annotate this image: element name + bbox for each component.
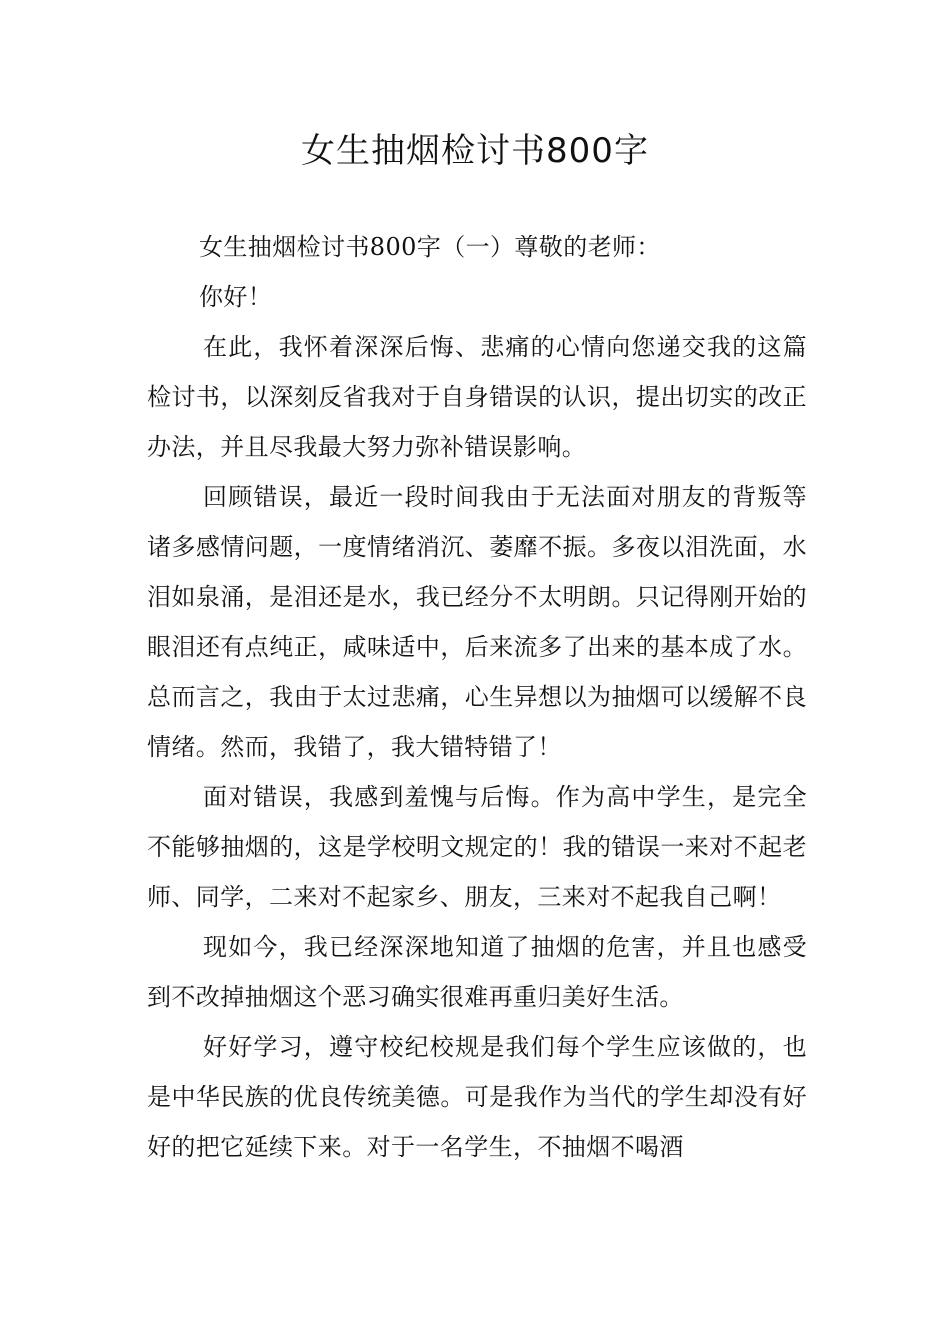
paragraph: 在此，我怀着深深后悔、悲痛的心情向您递交我的这篇检讨书，以深刻反省我对于自身错误的认识，提出切实的改正办法，并且尽我最大努力弥补错误影响。: [147, 333, 807, 461]
greeting: 你好！: [199, 283, 273, 311]
paragraph: 现如今，我已经深深地知道了抽烟的危害，并且也感受到不改掉抽烟这个恶习确实很难再重归美好生活。: [147, 933, 807, 1011]
paragraph: 面对错误，我感到羞愧与后悔。作为高中学生，是完全不能够抽烟的，这是学校明文规定的！我的错误一来对不起老师、同学，二来对不起家乡、朋友，三来对不起我自己啊！: [147, 783, 807, 911]
document-body: [147, 222, 807, 1172]
paragraph: 回顾错误，最近一段时间我由于无法面对朋友的背叛等诸多感情问题，一度情绪消沉、萎靡不振。多夜以泪洗面，水泪如泉涌，是泪还是水，我已经分不太明朗。只记得刚开始的眼泪还有点纯正，咸味适中，后来流多了出来的基本成了水。总而言之，我由于太过悲痛，心生异想以为抽烟可以缓解不良情绪。然而，我错了，我大错特错了！: [147, 483, 807, 761]
subtitle-line: 女生抽烟检讨书800字（一）尊敬的老师：: [199, 233, 661, 261]
document-title: 女生抽烟检讨书800字: [301, 131, 649, 171]
paragraph: 好好学习，遵守校纪校规是我们每个学生应该做的，也是中华民族的优良传统美德。可是我作为当代的学生却没有好好的把它延续下来。对于一名学生，不抽烟不喝酒: [147, 1033, 807, 1161]
